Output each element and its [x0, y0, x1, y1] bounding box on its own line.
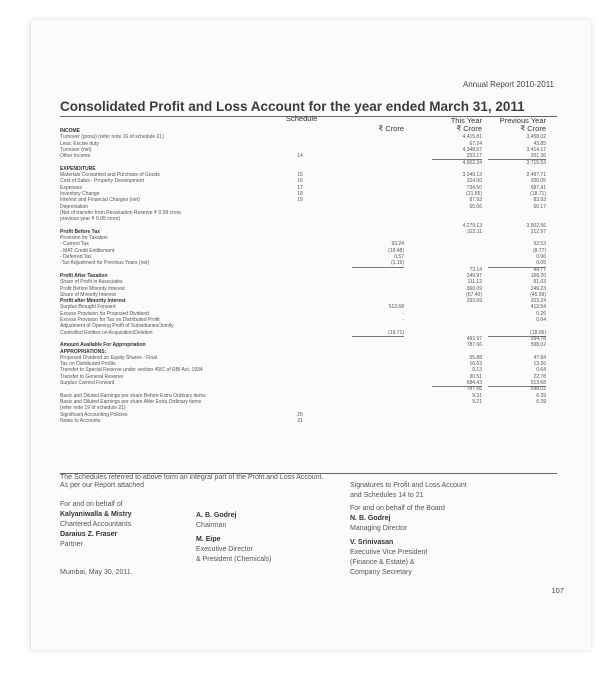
schedule-cell: 14: [297, 153, 303, 160]
signatory-title-3: Managing Director: [350, 525, 408, 532]
prev-year-cell: (18.06): [488, 330, 546, 337]
row-label: Profit Before Tax: [60, 228, 100, 235]
this-year-cell: (67.40): [466, 291, 482, 298]
row-label: Notes to Accounts: [60, 417, 101, 424]
prev-year-cell: 6.39: [536, 398, 546, 405]
prev-year-cell: 598.02: [530, 386, 546, 393]
row-label: Materials Consumed and Purchase of Goods: [60, 172, 160, 179]
row-label: Proposed Dividend on Equity Shares - Final: [60, 354, 157, 361]
partner-name: Daraius Z. Fraser: [60, 531, 118, 538]
this-year-cell: 293.69: [466, 298, 482, 305]
row-label: Profit after Minority Interest: [60, 298, 126, 305]
for-behalf-label: For and on behalf of: [60, 501, 123, 508]
attached-label: As per our Report attached: [60, 482, 145, 489]
prev-year-cell: 212.97: [530, 228, 546, 235]
this-year-cell: 684.43: [432, 380, 482, 387]
prev-year-cell: 13.26: [533, 361, 546, 368]
row-label: - Deferred Tax: [60, 254, 92, 260]
this-year-cell: 87.93: [469, 197, 482, 204]
footer-note: The Schedules referred to above form an integral part of the Profit and Loss Account.: [60, 474, 324, 481]
prev-year-cell: 0.05: [488, 260, 546, 267]
this-year-cell: (21.55): [466, 191, 482, 197]
signatory-title-4a: Executive Vice President: [350, 549, 428, 556]
row-label: Interest and Financial Charges (net): [60, 197, 140, 204]
this-year-cell: 324.00: [466, 178, 482, 185]
prev-year-cell: 513.68: [488, 380, 546, 387]
row-label: Profit Before Minority Interest: [60, 285, 125, 292]
signatory-title-4b: (Finance & Estate) &: [350, 559, 415, 566]
row-label: Share of Minority Interest: [60, 291, 116, 298]
row-label: Other Income: [60, 153, 91, 160]
this-year-cell: 0.13: [472, 367, 482, 374]
crore-cell: 513.68: [388, 304, 404, 311]
row-label: Transfer to General Reserve: [60, 373, 124, 380]
prev-year-cell: 168.20: [530, 272, 546, 279]
prev-year-cell: 3,715.53: [526, 159, 546, 166]
crore-header: ₹ Crore: [378, 124, 404, 133]
row-label: Inventory Change: [60, 191, 100, 197]
prev-year-cell: 52.53: [533, 241, 546, 248]
this-year-cell: 4,415.81: [462, 134, 482, 141]
page-number: 107: [551, 586, 564, 595]
prev-year-cell: 3,414.17: [526, 146, 546, 153]
prev-year-cell: 3,502.56: [526, 222, 546, 229]
place-date: Mumbai, May 30, 2011.: [60, 569, 133, 576]
prev-year-cell: 83.93: [533, 197, 546, 204]
prev-year-cell: (8.77): [532, 247, 546, 254]
prev-year-cell: 0.26: [536, 310, 546, 317]
row-label: Turnover (net): [60, 146, 92, 153]
schedule-cell: 20: [297, 411, 303, 418]
prev-year-cell: (45.99): [530, 291, 546, 298]
prev-year-unit: ₹ Crore: [520, 124, 546, 133]
prev-year-cell: 598.02: [530, 342, 546, 349]
row-label: Less: Excise duty: [60, 140, 99, 147]
prev-year-cell: 3,458.02: [526, 134, 546, 141]
row-label: Excess Provision for Tax on Distributed Profit: [60, 317, 160, 323]
sig-statement-2: and Schedules 14 to 21: [350, 492, 424, 499]
row-label: Basic and Diluted Earnings per share Before Extra Ordinary items: [60, 392, 206, 399]
row-label: Basic and Diluted Earnings per share After Extra Ordinary items: [60, 398, 202, 405]
row-label: Significant Accounting Policies: [60, 411, 128, 418]
crore-cell: -: [402, 310, 404, 317]
prev-year-cell: 2,497.71: [526, 172, 546, 179]
this-year-cell: 9.21: [472, 398, 482, 405]
row-label: Depreciation: [60, 203, 89, 210]
prev-year-cell: 81.03: [533, 279, 546, 286]
prev-year-cell: 47.84: [533, 354, 546, 361]
row-label: Tax on Distributed Profits: [60, 361, 116, 368]
this-year-cell: 787.66: [466, 386, 482, 393]
schedule-cell: 21: [297, 417, 303, 424]
schedule-cell: 18: [297, 191, 303, 197]
this-year-cell: 55.06: [469, 203, 482, 210]
this-year-cell: 734.50: [466, 184, 482, 191]
schedule-header: Schedule: [286, 114, 318, 123]
schedule-cell: 19: [297, 197, 303, 204]
signatory-name-3: N. B. Godrej: [350, 515, 391, 522]
schedule-cell: 16: [297, 178, 303, 185]
this-year-cell: 4,602.34: [462, 159, 482, 166]
signatory-title-2a: Executive Director: [196, 546, 253, 553]
prev-year-cell: 200.05: [530, 178, 546, 185]
row-label: Profit After Taxation: [60, 272, 108, 279]
crore-cell: (1.19): [352, 260, 404, 267]
firm-name: Kalyaniwalla & Mistry: [60, 511, 132, 518]
signatory-title-4c: Company Secretary: [350, 569, 412, 576]
prev-year-cell: 0.04: [536, 317, 546, 323]
crore-cell: -: [402, 317, 404, 323]
prev-year-cell: 301.36: [488, 153, 546, 160]
crore-cell: (19.71): [352, 330, 404, 337]
row-label: EXPENDITURE: [60, 165, 96, 172]
signatory-name-1: A. B. Godrej: [196, 512, 237, 519]
prev-year-cell: 687.41: [530, 184, 546, 191]
this-year-cell: 322.11: [467, 228, 482, 235]
page-title: Consolidated Profit and Loss Account for the year ended March 31, 2011: [60, 99, 525, 114]
this-year-cell: 4,279.13: [462, 222, 482, 229]
row-label: Amount Available For Appropriation: [60, 342, 146, 349]
this-year-cell: 67.24: [469, 140, 482, 147]
row-label: Surplus Carried Forward: [60, 380, 115, 386]
crore-cell: 0.57: [394, 254, 404, 260]
for-board-label: For and on behalf of the Board: [350, 505, 445, 512]
row-label: Expenses: [60, 184, 82, 191]
this-year-cell: 73.14: [469, 266, 482, 273]
row-label: APPROPRIATIONS:: [60, 348, 107, 355]
schedule-cell: 15: [297, 172, 303, 179]
this-year-cell: 4,348.57: [462, 146, 482, 153]
row-label: Turnover (gross) (refer note 16 of schedule 21): [60, 134, 164, 141]
schedule-cell: 17: [297, 184, 303, 191]
this-year-cell: 9.31: [472, 392, 482, 399]
this-year-cell: 360.09: [466, 285, 482, 292]
prev-year-cell: 394.78: [530, 335, 546, 342]
row-label: Share of Profit in Associates: [60, 279, 123, 286]
signatory-name-2: M. Eipe: [196, 536, 221, 543]
row-label: Surplus Brought Forward: [60, 304, 116, 311]
this-year-cell: 111.12: [467, 279, 482, 286]
this-year-cell: 30.51: [469, 373, 482, 380]
row-label: -Tax Adjustment for Previous Years (net): [60, 260, 150, 267]
this-year-header: This Year: [450, 116, 482, 125]
row-label: Provision for Taxation: [60, 235, 108, 242]
this-year-cell: 249.97: [466, 272, 482, 279]
row-label: - Current Tax: [60, 241, 89, 248]
this-year-cell: 16.63: [469, 361, 482, 368]
firm-type: Chartered Accountants: [60, 521, 132, 528]
row-label: Controlled Entities on Acquisition/Deletion: [60, 329, 153, 336]
prev-year-cell: 0.96: [536, 254, 546, 260]
this-year-unit: ₹ Crore: [456, 124, 482, 133]
sig-statement-1: Signatures to Profit and Loss Account: [350, 482, 467, 489]
prev-year-cell: 0.64: [536, 367, 546, 374]
row-label: (refer note 19 of schedule 21): [60, 405, 126, 412]
this-year-cell: 787.66: [466, 342, 482, 349]
row-label: Adjustment of Opening Profit of Subsidiaries/Jointly: [60, 323, 174, 330]
row-label: - MAT Credit Entitlement: [60, 247, 115, 254]
crore-cell: (19.48): [388, 247, 404, 254]
prev-year-header: Previous Year: [499, 116, 546, 125]
middle-signatories: [196, 511, 271, 565]
prev-year-cell: 6.39: [536, 392, 546, 399]
prev-year-cell: (18.71): [530, 191, 546, 197]
prev-year-cell: 249.23: [530, 285, 546, 292]
row-label: Cost of Sales - Property Development: [60, 178, 144, 185]
left-signatory: [60, 481, 144, 578]
row-label: Transfer to Special Reserve under section 45IC of RBI Act, 1934: [60, 367, 203, 374]
prev-year-cell: 203.24: [530, 298, 546, 305]
partner-title: Partner: [60, 541, 83, 548]
prev-year-cell: 44.77: [533, 266, 546, 273]
right-signatories: [350, 481, 467, 578]
prev-year-cell: 43.85: [533, 140, 546, 147]
prev-year-cell: 412.54: [530, 304, 546, 311]
prev-year-cell: 50.17: [533, 203, 546, 210]
this-year-cell: 55.88: [469, 354, 482, 361]
signatory-title-1: Chairman: [196, 522, 227, 529]
report-header: Annual Report 2010-2011: [462, 80, 554, 89]
row-label: INCOME: [60, 128, 80, 134]
prev-year-cell: 22.78: [533, 373, 546, 380]
this-year-cell: 493.97: [466, 335, 482, 342]
this-year-cell: 3,049.13: [462, 172, 482, 179]
signatory-title-2b: & President (Chemicals): [196, 556, 272, 563]
signatory-name-4: V. Srinivasan: [350, 539, 394, 546]
crore-cell: 93.24: [391, 241, 404, 248]
this-year-cell: 253.17: [432, 153, 482, 160]
row-label: previous year ₹ 0.99 crore): [60, 216, 121, 223]
row-label: Excess Provision for Proposed Dividend: [60, 310, 149, 317]
row-label: (Net of transfer from Revaluation Reserve ₹ 0.99 crore: [60, 209, 182, 216]
